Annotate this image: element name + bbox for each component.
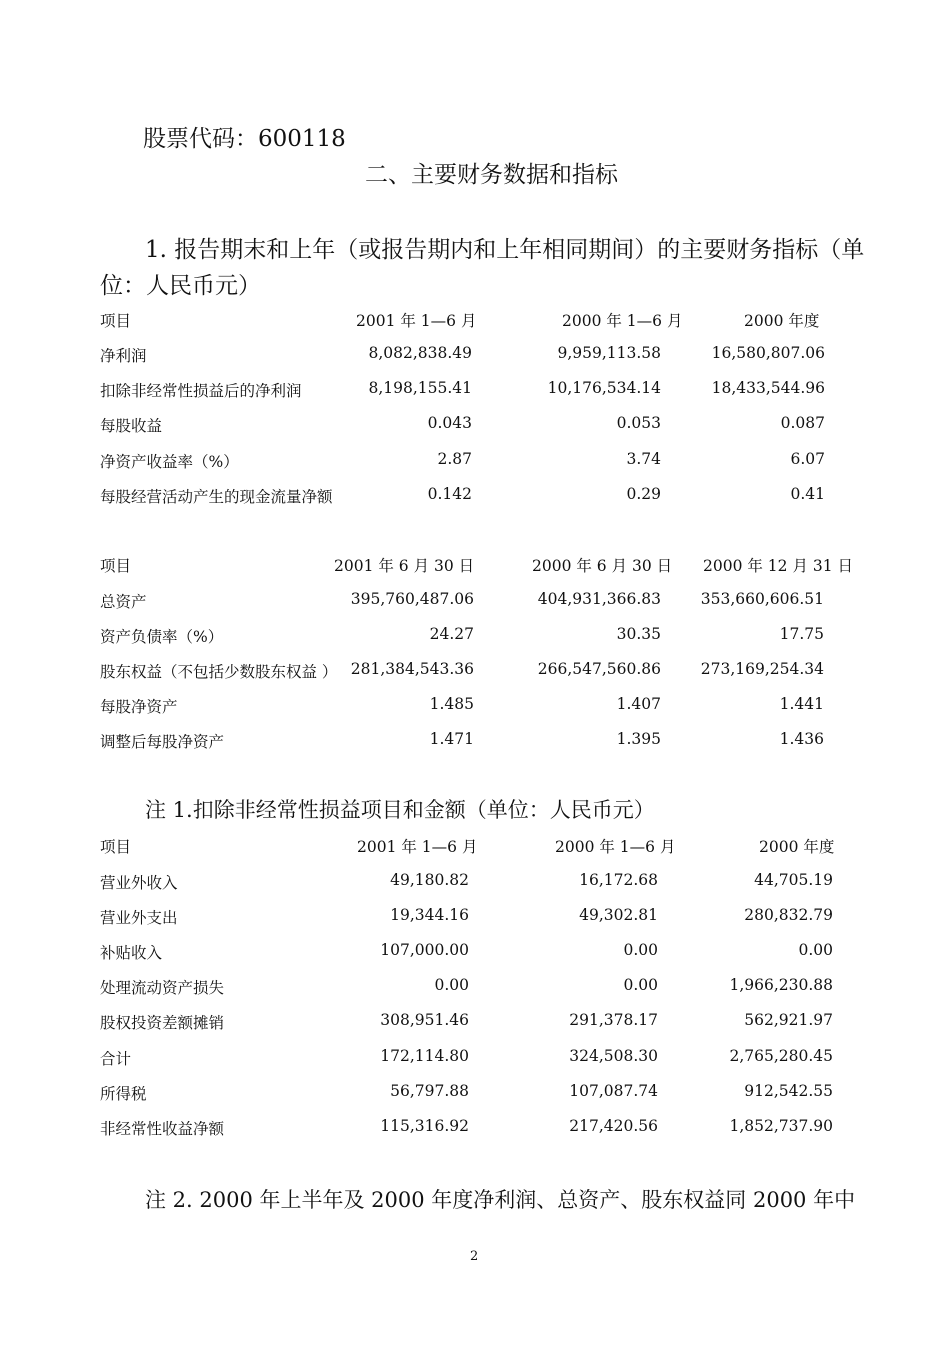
table-row <box>0 590 950 612</box>
table-row <box>0 660 950 682</box>
row-value-col2: 107,087.74 <box>569 1081 658 1100</box>
row-value-col3: 44,705.19 <box>754 871 833 889</box>
row-value-col3: 0.087 <box>780 414 825 433</box>
table-row <box>0 1117 950 1139</box>
row-value-col3: 280,832.79 <box>744 906 833 925</box>
row-value-col3: 2,765,280.45 <box>729 1046 833 1065</box>
row-label: 处理流动资产损失 <box>100 979 225 998</box>
row-value-col1: 24.27 <box>429 625 474 643</box>
row-value-col1: 8,082,838.49 <box>368 344 472 362</box>
row-value-col2: 30.35 <box>616 625 661 643</box>
row-value-col3: 16,580,807.06 <box>711 344 825 362</box>
note1-title: 注 1.扣除非经常性损益项目和金额（单位：人民币元） <box>145 798 655 822</box>
row-value-col1: 308,951.46 <box>380 1011 469 1030</box>
row-label: 资产负债率（%） <box>100 628 224 646</box>
row-value-col1: 281,384,543.36 <box>350 660 474 678</box>
row-label: 每股收益 <box>100 417 163 436</box>
row-value-col1: 395,760,487.06 <box>350 590 474 608</box>
table2-header-item: 项目 <box>100 557 132 575</box>
row-value-col2: 266,547,560.86 <box>537 660 661 678</box>
row-label: 所得税 <box>100 1084 147 1103</box>
stock-code: 股票代码：600118 <box>143 126 346 152</box>
row-value-col3: 0.00 <box>798 941 833 960</box>
table2-header-col1: 2001 年 6 月 30 日 <box>334 557 475 575</box>
row-value-col1: 56,797.88 <box>390 1081 469 1100</box>
row-value-col3: 912,542.55 <box>744 1081 833 1100</box>
row-value-col1: 107,000.00 <box>380 941 469 960</box>
row-label: 扣除非经常性损益后的净利润 <box>100 382 302 401</box>
table1-header-row <box>0 309 950 331</box>
row-value-col2: 0.053 <box>616 414 661 433</box>
row-value-col1: 8,198,155.41 <box>368 379 472 398</box>
row-value-col3: 6.07 <box>790 449 825 468</box>
table-row <box>0 695 950 717</box>
table1-header-col2: 2000 年 1—6 月 <box>562 312 683 330</box>
row-value-col1: 1.471 <box>429 730 474 748</box>
intro-line-2: 位：人民币元） <box>100 273 261 299</box>
row-label: 股权投资差额摊销 <box>100 1014 225 1033</box>
intro-line-1: 1. 报告期末和上年（或报告期内和上年相同期间）的主要财务指标（单 <box>145 237 865 263</box>
row-value-col2: 3.74 <box>626 449 661 468</box>
table2-header-row <box>0 554 950 576</box>
row-value-col2: 217,420.56 <box>569 1116 658 1135</box>
row-label: 净资产收益率（%） <box>100 452 239 471</box>
table2-header-col3: 2000 年 12 月 31 日 <box>703 557 854 575</box>
row-value-col1: 0.043 <box>427 414 472 433</box>
table-row <box>0 941 950 963</box>
table2-header-col2: 2000 年 6 月 30 日 <box>532 557 673 575</box>
row-value-col2: 9,959,113.58 <box>557 344 661 362</box>
row-value-col3: 562,921.97 <box>744 1011 833 1030</box>
row-value-col2: 49,302.81 <box>579 906 658 925</box>
row-label: 股东权益（不包括少数股东权益 ） <box>100 663 338 681</box>
row-value-col2: 404,931,366.83 <box>537 590 661 608</box>
table-row <box>0 1047 950 1069</box>
row-value-col2: 0.00 <box>623 941 658 960</box>
table-row <box>0 871 950 893</box>
row-value-col1: 172,114.80 <box>380 1046 469 1065</box>
row-value-col2: 291,378.17 <box>569 1011 658 1030</box>
row-value-col3: 1,966,230.88 <box>729 976 833 995</box>
row-label: 调整后每股净资产 <box>100 733 225 751</box>
table-row <box>0 976 950 998</box>
row-label: 总资产 <box>100 593 147 611</box>
row-label: 每股经营活动产生的现金流量净额 <box>100 487 333 506</box>
section-title: 二、主要财务数据和指标 <box>365 162 618 188</box>
row-value-col3: 353,660,606.51 <box>700 590 824 608</box>
row-value-col3: 1.436 <box>779 730 824 748</box>
table3-header-item: 项目 <box>100 838 132 856</box>
table1-header-item: 项目 <box>100 312 132 330</box>
row-value-col2: 1.407 <box>616 695 661 713</box>
row-label: 营业外支出 <box>100 909 178 928</box>
row-value-col3: 18,433,544.96 <box>711 379 825 398</box>
page-number: 2 <box>470 1249 479 1264</box>
row-value-col2: 10,176,534.14 <box>547 379 661 398</box>
row-label: 补贴收入 <box>100 944 163 963</box>
row-value-col2: 0.29 <box>626 484 661 503</box>
table-row <box>0 906 950 928</box>
row-value-col1: 0.142 <box>427 484 472 503</box>
row-label: 非经常性收益净额 <box>100 1119 225 1138</box>
row-value-col1: 0.00 <box>434 976 469 995</box>
table-row <box>0 379 950 401</box>
table3-header-row <box>0 835 950 857</box>
table-row <box>0 485 950 507</box>
table-row <box>0 344 950 366</box>
row-value-col1: 115,316.92 <box>380 1116 469 1135</box>
row-value-col2: 324,508.30 <box>569 1046 658 1065</box>
row-value-col1: 49,180.82 <box>390 871 469 889</box>
table-row <box>0 730 950 752</box>
row-label: 每股净资产 <box>100 698 178 716</box>
row-value-col2: 0.00 <box>623 976 658 995</box>
table-row <box>0 414 950 436</box>
row-label: 净利润 <box>100 347 147 365</box>
row-label: 营业外收入 <box>100 874 178 892</box>
row-value-col3: 1,852,737.90 <box>729 1116 833 1135</box>
row-value-col3: 0.41 <box>790 484 825 503</box>
table-row <box>0 450 950 472</box>
table-row <box>0 1011 950 1033</box>
table1-header-col3: 2000 年度 <box>744 312 820 330</box>
row-value-col1: 2.87 <box>437 449 472 468</box>
row-value-col2: 16,172.68 <box>579 871 658 889</box>
table-row <box>0 625 950 647</box>
note2-text: 注 2. 2000 年上半年及 2000 年度净利润、总资产、股东权益同 2000 年中 <box>145 1188 856 1212</box>
table3-header-col1: 2001 年 1—6 月 <box>357 838 478 856</box>
row-label: 合计 <box>100 1049 132 1068</box>
row-value-col1: 19,344.16 <box>390 906 469 925</box>
row-value-col3: 273,169,254.34 <box>700 660 824 678</box>
table-row <box>0 1082 950 1104</box>
table3-header-col2: 2000 年 1—6 月 <box>555 838 676 856</box>
row-value-col2: 1.395 <box>616 730 661 748</box>
row-value-col3: 17.75 <box>779 625 824 643</box>
row-value-col1: 1.485 <box>429 695 474 713</box>
row-value-col3: 1.441 <box>779 695 824 713</box>
table3-header-col3: 2000 年度 <box>759 838 835 856</box>
table1-header-col1: 2001 年 1—6 月 <box>356 312 477 330</box>
